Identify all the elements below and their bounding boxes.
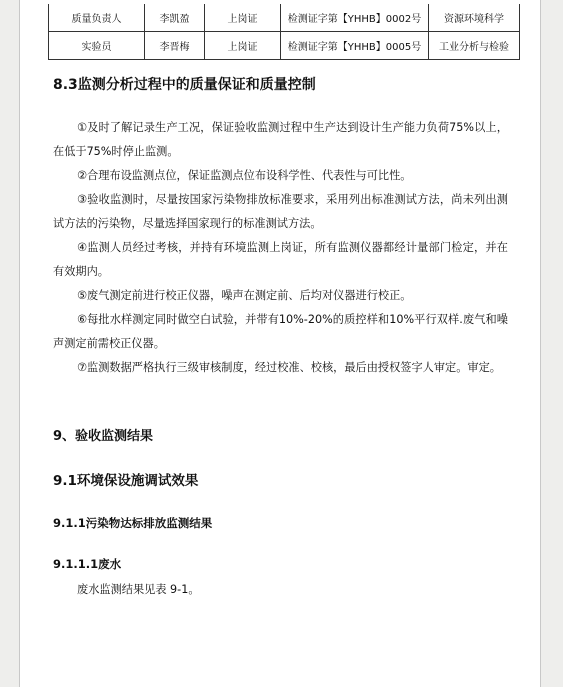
staff-table: [48, 4, 520, 60]
table-row: [49, 32, 520, 60]
table-cell-role: 质量负责人: [49, 4, 145, 32]
qc-item-5: ⑤废气测定前进行校正仪器，噪声在测定前、后均对仪器进行校正。: [77, 289, 412, 302]
section-heading-9-1-1: 9.1.1污染物达标排放监测结果: [53, 516, 213, 530]
qc-item-3: ③验收监测时，尽量按国家污染物排放标准要求，采用列出标准测试方法，尚未列出测试方法的污染物，尽量选择国家现行的标准测试方法。: [53, 193, 508, 230]
qc-item-7: ⑦监测数据严格执行三级审核制度，经过校准、校核，最后由授权签字人审定。审定。: [77, 361, 501, 374]
section-heading-9-1: 9.1环境保设施调试效果: [53, 473, 199, 489]
section-heading-8-3: 8.3监测分析过程中的质量保证和质量控制: [53, 77, 316, 93]
document-page: [19, 0, 541, 687]
table-cell-certificate-number: 检测证字第【YHHB】0005号: [281, 32, 429, 60]
qc-item-6: ⑥每批水样测定同时做空白试验，并带有10%-20%的质控样和10%平行双样.废气和噪声测定前需校正仪器。: [53, 313, 508, 350]
qc-item-1: ①及时了解记录生产工况，保证验收监测过程中生产达到设计生产能力负荷75%以上，在低于75%时停止监测。: [53, 121, 508, 158]
table-cell-certificate: 上岗证: [205, 32, 281, 60]
section-heading-9-1-1-1: 9.1.1.1废水: [53, 557, 122, 571]
section-heading-9: 9、验收监测结果: [53, 429, 154, 444]
table-cell-name: 李凯盈: [145, 4, 205, 32]
table-cell-major: 工业分析与检验: [429, 32, 520, 60]
table-cell-certificate: 上岗证: [205, 4, 281, 32]
table-cell-major: 资源环境科学: [429, 4, 520, 32]
qc-item-4: ④监测人员经过考核，并持有环境监测上岗证，所有监测仪器都经计量部门检定，并在有效期内。: [53, 241, 508, 278]
table-cell-name: 李晋梅: [145, 32, 205, 60]
qc-item-2: ②合理布设监测点位，保证监测点位布设科学性、代表性与可比性。: [77, 169, 412, 182]
table-cell-certificate-number: 检测证字第【YHHB】0002号: [281, 4, 429, 32]
wastewater-note: 废水监测结果见表 9-1。: [77, 583, 200, 596]
table-cell-role: 实验员: [49, 32, 145, 60]
table-row: [49, 4, 520, 32]
